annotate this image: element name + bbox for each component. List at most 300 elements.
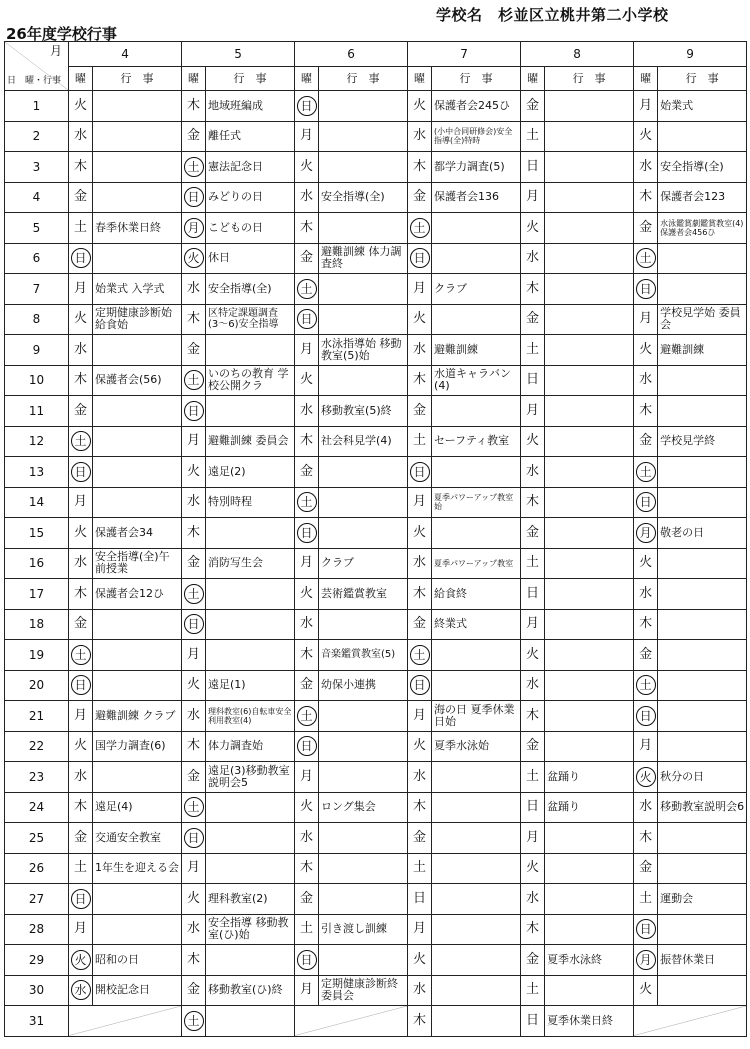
event-cell	[319, 762, 408, 793]
day-row	[5, 335, 747, 366]
weekday-cell	[182, 823, 206, 854]
day-row	[5, 609, 747, 640]
weekday-cell: 火	[634, 975, 658, 1006]
weekday-cell: 金	[182, 121, 206, 152]
weekday-cell: 木	[295, 426, 319, 457]
event-cell: 社会科見学(4)	[319, 426, 408, 457]
day-row	[5, 396, 747, 427]
weekday-cell	[69, 640, 93, 671]
day-row	[5, 243, 747, 274]
event-cell: 区特定課題調査(3〜6)安全指導	[206, 304, 295, 335]
weekday-cell	[408, 243, 432, 274]
holiday-weekday-mark: 土	[410, 218, 430, 238]
event-cell	[545, 335, 634, 366]
holiday-weekday-mark: 日	[71, 889, 91, 909]
event-header: 行 事	[432, 67, 521, 91]
day-number: 21	[5, 701, 69, 732]
weekday-cell: 木	[408, 152, 432, 183]
event-cell: 避難訓練 クラブ	[93, 701, 182, 732]
holiday-weekday-mark: 日	[636, 919, 656, 939]
event-cell	[319, 731, 408, 762]
holiday-weekday-mark: 日	[410, 675, 430, 695]
holiday-weekday-mark: 日	[636, 492, 656, 512]
event-cell	[545, 152, 634, 183]
event-cell	[319, 457, 408, 488]
event-cell	[545, 213, 634, 244]
event-cell	[432, 853, 521, 884]
event-header: 行 事	[206, 67, 295, 91]
weekday-cell: 月	[521, 609, 545, 640]
event-cell: 定期健康診断始 給食始	[93, 304, 182, 335]
event-cell	[432, 213, 521, 244]
month-header-row	[5, 42, 747, 67]
event-cell	[658, 121, 747, 152]
month-label: 月	[49, 44, 62, 58]
event-cell: 夏季パワーアップ教室	[432, 548, 521, 579]
weekday-cell: 木	[408, 792, 432, 823]
day-number: 10	[5, 365, 69, 396]
weekday-cell: 金	[69, 396, 93, 427]
event-cell	[93, 121, 182, 152]
event-cell: 敬老の日	[658, 518, 747, 549]
weekday-cell	[408, 640, 432, 671]
event-cell	[93, 884, 182, 915]
weekday-cell: 水	[295, 182, 319, 213]
event-cell: 開校記念日	[93, 975, 182, 1006]
holiday-weekday-mark: 土	[184, 797, 204, 817]
event-cell	[432, 914, 521, 945]
event-cell	[658, 731, 747, 762]
event-cell: 離任式	[206, 121, 295, 152]
event-cell: 学校見学始 委員会	[658, 304, 747, 335]
holiday-weekday-mark: 月	[636, 523, 656, 543]
day-row	[5, 762, 747, 793]
event-cell	[432, 518, 521, 549]
event-cell	[206, 792, 295, 823]
holiday-weekday-mark: 日	[184, 187, 204, 207]
schedule-table	[4, 41, 747, 1037]
weekday-cell: 月	[634, 91, 658, 122]
weekday-cell: 木	[521, 701, 545, 732]
weekday-cell	[182, 213, 206, 244]
weekday-cell: 月	[295, 975, 319, 1006]
event-cell	[658, 579, 747, 610]
weekday-cell	[69, 243, 93, 274]
event-cell	[545, 609, 634, 640]
event-cell	[545, 457, 634, 488]
weekday-cell: 木	[69, 365, 93, 396]
day-number: 19	[5, 640, 69, 671]
day-row	[5, 487, 747, 518]
event-cell	[545, 396, 634, 427]
event-cell	[319, 884, 408, 915]
corner-label: 日 曜・行事	[7, 76, 62, 86]
weekday-cell: 火	[408, 518, 432, 549]
holiday-weekday-mark: 日	[636, 706, 656, 726]
weekday-cell: 金	[408, 396, 432, 427]
weekday-cell: 土	[408, 853, 432, 884]
weekday-cell: 月	[634, 304, 658, 335]
event-cell	[658, 975, 747, 1006]
day-number: 13	[5, 457, 69, 488]
event-cell: 定期健康診断終 委員会	[319, 975, 408, 1006]
weekday-cell: 火	[521, 640, 545, 671]
weekday-cell: 水	[521, 670, 545, 701]
weekday-cell	[295, 487, 319, 518]
event-cell	[658, 670, 747, 701]
weekday-cell	[69, 426, 93, 457]
event-cell	[432, 792, 521, 823]
day-row	[5, 152, 747, 183]
weekday-cell: 月	[634, 731, 658, 762]
weekday-cell	[182, 396, 206, 427]
weekday-cell: 土	[521, 121, 545, 152]
holiday-weekday-mark: 日	[297, 523, 317, 543]
holiday-weekday-mark: 土	[636, 248, 656, 268]
weekday-cell: 金	[634, 853, 658, 884]
weekday-cell	[69, 457, 93, 488]
holiday-weekday-mark: 日	[297, 736, 317, 756]
day-number: 26	[5, 853, 69, 884]
event-cell: 地域班編成	[206, 91, 295, 122]
event-cell	[93, 182, 182, 213]
weekday-cell	[69, 884, 93, 915]
weekday-cell	[69, 670, 93, 701]
event-cell: 芸術鑑賞教室	[319, 579, 408, 610]
event-cell	[545, 975, 634, 1006]
weekday-cell: 水	[295, 396, 319, 427]
day-number: 4	[5, 182, 69, 213]
event-cell	[206, 640, 295, 671]
day-row	[5, 518, 747, 549]
weekday-cell: 月	[295, 121, 319, 152]
empty-day-cell	[295, 1006, 408, 1037]
event-cell	[93, 152, 182, 183]
month-header: 5	[182, 42, 295, 67]
empty-day-cell	[634, 1006, 747, 1037]
weekday-header: 曜	[521, 67, 545, 91]
weekday-cell: 金	[408, 609, 432, 640]
weekday-cell	[634, 670, 658, 701]
event-cell	[545, 853, 634, 884]
weekday-cell	[182, 182, 206, 213]
day-number: 5	[5, 213, 69, 244]
weekday-cell: 月	[69, 487, 93, 518]
holiday-weekday-mark: 日	[184, 401, 204, 421]
event-cell: 振替休業日	[658, 945, 747, 976]
empty-day-cell	[69, 1006, 182, 1037]
event-cell	[432, 945, 521, 976]
weekday-cell: 火	[295, 365, 319, 396]
weekday-cell: 土	[521, 335, 545, 366]
event-cell: 保護者会136	[432, 182, 521, 213]
weekday-cell: 火	[69, 518, 93, 549]
event-cell	[206, 945, 295, 976]
event-cell: 避難訓練	[658, 335, 747, 366]
weekday-cell	[182, 365, 206, 396]
weekday-cell: 金	[295, 670, 319, 701]
event-cell	[319, 274, 408, 305]
weekday-cell: 火	[634, 548, 658, 579]
day-number: 15	[5, 518, 69, 549]
weekday-cell: 水	[408, 335, 432, 366]
event-cell: 保護者会34	[93, 518, 182, 549]
event-cell: 移動教室(5)終	[319, 396, 408, 427]
event-cell	[319, 853, 408, 884]
event-cell	[206, 1006, 295, 1037]
event-cell: 遠足(4)	[93, 792, 182, 823]
weekday-header: 曜	[408, 67, 432, 91]
weekday-cell	[634, 274, 658, 305]
event-cell	[432, 670, 521, 701]
event-cell: セーフティ教室	[432, 426, 521, 457]
day-row	[5, 91, 747, 122]
day-number: 23	[5, 762, 69, 793]
day-number: 22	[5, 731, 69, 762]
weekday-cell: 火	[182, 670, 206, 701]
event-cell	[545, 640, 634, 671]
weekday-cell	[182, 579, 206, 610]
weekday-cell	[182, 152, 206, 183]
weekday-cell: 月	[521, 182, 545, 213]
holiday-weekday-mark: 水	[71, 980, 91, 1000]
day-number: 9	[5, 335, 69, 366]
weekday-cell: 水	[69, 762, 93, 793]
event-cell	[658, 396, 747, 427]
event-cell	[432, 1006, 521, 1037]
holiday-weekday-mark: 日	[297, 309, 317, 329]
weekday-cell: 月	[182, 853, 206, 884]
event-cell: 運動会	[658, 884, 747, 915]
weekday-cell: 木	[295, 853, 319, 884]
weekday-cell	[295, 91, 319, 122]
day-row	[5, 640, 747, 671]
weekday-cell: 月	[295, 548, 319, 579]
day-number: 2	[5, 121, 69, 152]
weekday-cell: 金	[182, 975, 206, 1006]
event-header: 行 事	[658, 67, 747, 91]
weekday-cell: 金	[521, 91, 545, 122]
weekday-cell: 木	[408, 579, 432, 610]
weekday-cell: 月	[408, 274, 432, 305]
weekday-cell: 水	[295, 823, 319, 854]
weekday-cell: 土	[69, 213, 93, 244]
weekday-cell: 土	[408, 426, 432, 457]
weekday-cell: 月	[182, 640, 206, 671]
weekday-cell: 水	[521, 457, 545, 488]
event-cell	[432, 640, 521, 671]
school-name: 学校名 杉並区立桃井第二小学校	[436, 6, 669, 24]
weekday-cell: 木	[408, 365, 432, 396]
event-cell: 昭和の日	[93, 945, 182, 976]
holiday-weekday-mark: 日	[410, 462, 430, 482]
weekday-cell: 月	[521, 396, 545, 427]
weekday-cell: 月	[182, 426, 206, 457]
event-cell: 国学力調査(6)	[93, 731, 182, 762]
event-cell: 夏季水泳終	[545, 945, 634, 976]
day-row	[5, 274, 747, 305]
weekday-cell	[69, 975, 93, 1006]
event-cell: 秋分の日	[658, 762, 747, 793]
event-cell	[93, 91, 182, 122]
weekday-cell: 金	[634, 213, 658, 244]
day-row	[5, 304, 747, 335]
event-cell: 都学力調査(5)	[432, 152, 521, 183]
day-row	[5, 975, 747, 1006]
event-cell	[432, 457, 521, 488]
day-number: 16	[5, 548, 69, 579]
weekday-cell: 水	[69, 548, 93, 579]
event-cell: 理科教室(6)自転車安全利用教室(4)	[206, 701, 295, 732]
day-row	[5, 213, 747, 244]
event-cell	[545, 731, 634, 762]
event-cell	[432, 304, 521, 335]
weekday-cell: 金	[182, 335, 206, 366]
event-cell	[319, 609, 408, 640]
event-cell	[319, 945, 408, 976]
weekday-cell: 月	[69, 914, 93, 945]
weekday-cell: 木	[182, 304, 206, 335]
holiday-weekday-mark: 土	[71, 431, 91, 451]
event-cell	[658, 701, 747, 732]
holiday-weekday-mark: 月	[184, 218, 204, 238]
weekday-cell	[634, 518, 658, 549]
event-cell	[93, 426, 182, 457]
event-cell	[545, 182, 634, 213]
event-cell: 遠足(3)移動教室説明会5	[206, 762, 295, 793]
day-row	[5, 426, 747, 457]
weekday-cell: 水	[408, 121, 432, 152]
event-cell: 理科教室(2)	[206, 884, 295, 915]
weekday-cell: 日	[521, 1006, 545, 1037]
holiday-weekday-mark: 土	[297, 492, 317, 512]
weekday-cell: 土	[69, 853, 93, 884]
event-cell	[545, 914, 634, 945]
event-cell	[658, 823, 747, 854]
event-cell	[545, 426, 634, 457]
event-cell	[319, 487, 408, 518]
column-header-row	[5, 67, 747, 91]
event-cell: 夏季水泳始	[432, 731, 521, 762]
holiday-weekday-mark: 日	[410, 248, 430, 268]
weekday-cell: 水	[408, 762, 432, 793]
event-cell: 水泳鑑賞劇鑑賞教室(4)保護者会456ひ	[658, 213, 747, 244]
day-row	[5, 457, 747, 488]
month-header: 8	[521, 42, 634, 67]
day-number: 31	[5, 1006, 69, 1037]
event-cell	[658, 365, 747, 396]
event-cell	[93, 487, 182, 518]
event-cell: 安全指導(全)	[206, 274, 295, 305]
weekday-cell: 土	[521, 762, 545, 793]
weekday-cell: 金	[182, 762, 206, 793]
page-title: 26年度学校行事	[6, 25, 117, 43]
event-cell: クラブ	[432, 274, 521, 305]
event-cell	[319, 213, 408, 244]
weekday-cell: 月	[408, 701, 432, 732]
weekday-cell: 木	[182, 731, 206, 762]
weekday-cell: 木	[521, 914, 545, 945]
day-number: 18	[5, 609, 69, 640]
event-cell: 水泳指導始 移動教室(5)始	[319, 335, 408, 366]
holiday-weekday-mark: 土	[184, 157, 204, 177]
event-cell	[319, 823, 408, 854]
event-cell	[545, 884, 634, 915]
day-number: 28	[5, 914, 69, 945]
weekday-cell	[634, 914, 658, 945]
weekday-cell: 月	[408, 914, 432, 945]
month-header: 6	[295, 42, 408, 67]
weekday-cell: 火	[521, 853, 545, 884]
event-cell: 避難訓練 委員会	[206, 426, 295, 457]
event-cell	[658, 640, 747, 671]
holiday-weekday-mark: 日	[636, 279, 656, 299]
event-cell	[319, 121, 408, 152]
weekday-cell: 金	[295, 457, 319, 488]
holiday-weekday-mark: 日	[184, 614, 204, 634]
weekday-cell: 金	[69, 182, 93, 213]
event-cell	[545, 548, 634, 579]
event-cell	[658, 243, 747, 274]
holiday-weekday-mark: 月	[636, 950, 656, 970]
weekday-cell: 金	[408, 823, 432, 854]
event-cell: 学校見学終	[658, 426, 747, 457]
event-cell: 始業式 入学式	[93, 274, 182, 305]
event-cell: 消防写生会	[206, 548, 295, 579]
event-cell: 保護者会245ひ	[432, 91, 521, 122]
day-row	[5, 853, 747, 884]
event-cell	[93, 243, 182, 274]
weekday-cell: 水	[634, 579, 658, 610]
weekday-cell: 木	[182, 945, 206, 976]
event-cell	[319, 365, 408, 396]
event-cell: 夏季休業日終	[545, 1006, 634, 1037]
event-cell	[93, 640, 182, 671]
weekday-cell: 木	[521, 487, 545, 518]
event-cell	[658, 487, 747, 518]
event-cell: 遠足(2)	[206, 457, 295, 488]
holiday-weekday-mark: 土	[636, 462, 656, 482]
weekday-cell: 火	[182, 457, 206, 488]
holiday-weekday-mark: 火	[636, 767, 656, 787]
holiday-weekday-mark: 日	[71, 675, 91, 695]
weekday-cell	[182, 243, 206, 274]
weekday-cell: 土	[634, 884, 658, 915]
event-cell: 海の日 夏季休業日始	[432, 701, 521, 732]
event-cell	[432, 823, 521, 854]
event-cell	[93, 457, 182, 488]
event-cell: 安全指導(全)	[658, 152, 747, 183]
event-cell	[432, 762, 521, 793]
event-cell: 休日	[206, 243, 295, 274]
weekday-cell: 水	[408, 548, 432, 579]
event-cell: 特別時程	[206, 487, 295, 518]
event-cell: 春季休業日終	[93, 213, 182, 244]
weekday-cell: 火	[634, 335, 658, 366]
event-cell	[206, 518, 295, 549]
event-cell: 1年生を迎える会	[93, 853, 182, 884]
weekday-cell	[182, 609, 206, 640]
weekday-cell: 木	[69, 579, 93, 610]
weekday-cell: 木	[408, 1006, 432, 1037]
event-cell	[319, 91, 408, 122]
weekday-cell: 土	[521, 975, 545, 1006]
event-cell: 安全指導(全)午前授業	[93, 548, 182, 579]
holiday-weekday-mark: 土	[184, 584, 204, 604]
day-number: 20	[5, 670, 69, 701]
weekday-cell: 月	[69, 701, 93, 732]
weekday-cell: 金	[634, 640, 658, 671]
